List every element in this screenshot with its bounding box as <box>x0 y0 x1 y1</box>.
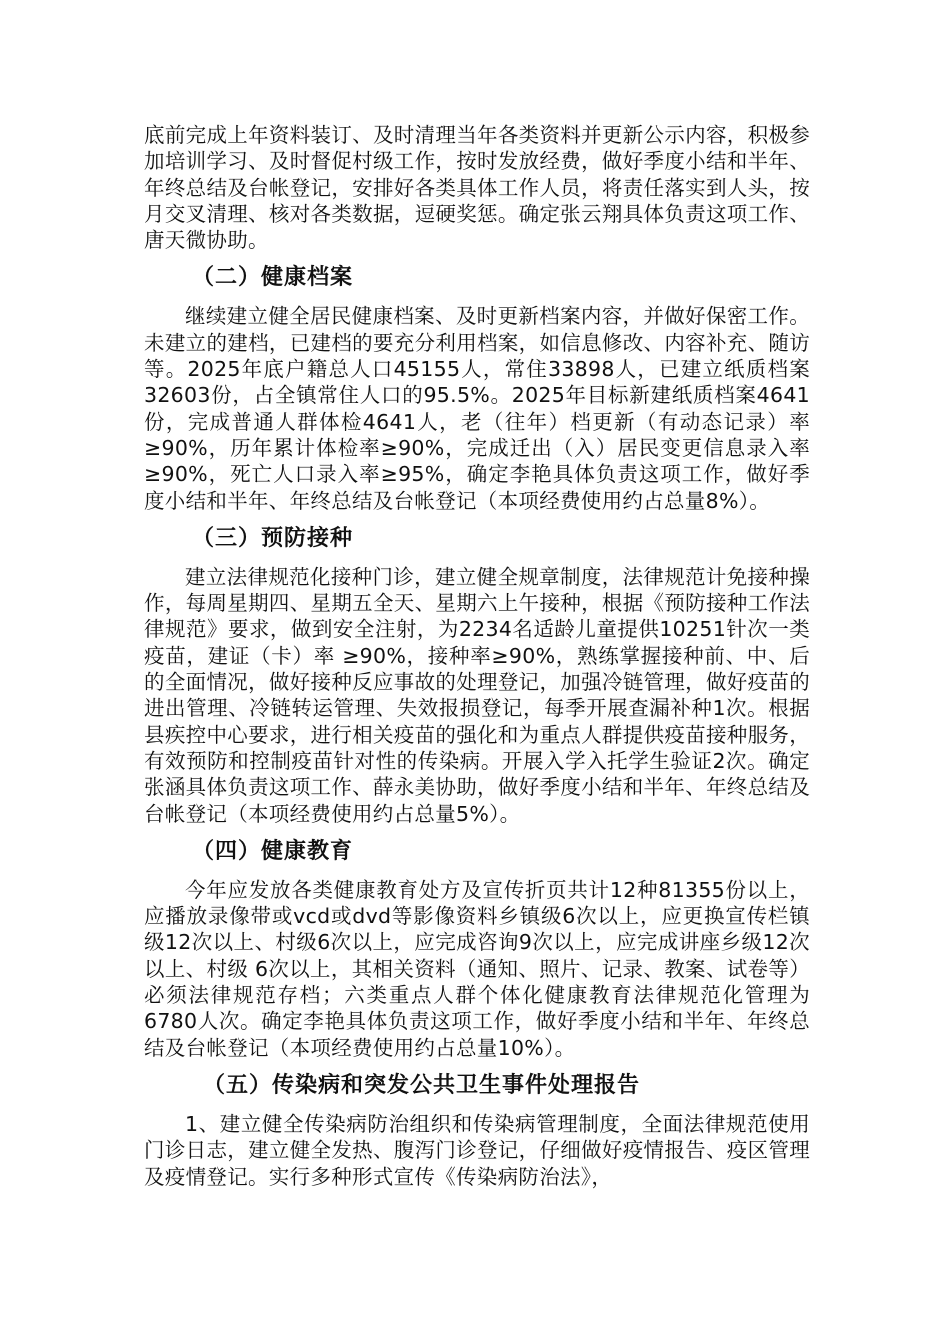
document-page <box>144 122 810 1190</box>
paragraph-health-records: 继续建立健全居民健康档案、及时更新档案内容，并做好保密工作。未建立的建档，已建档的要充分利用档案，如信息修改、内容补充、随访等。2025年底户籍总人口45155人，常住33898人，已建立纸质档案32603份，占全镇常住人口的95.5%。2025年目标新建纸质档案4641份，完成普通人群体检4641人，老（往年）档更新（有动态记录）率≥90%，历年累计体检率≥90%，完成迁出（入）居民变更信息录入率≥90%，死亡人口录入率≥95%，确定李艳具体负责这项工作，做好季度小结和半年、年终总结及台帐登记（本项经费使用约占总量8%）。 <box>144 304 810 513</box>
paragraph-continuation: 底前完成上年资料装订、及时清理当年各类资料并更新公示内容，积极参加培训学习、及时督促村级工作，按时发放经费，做好季度小结和半年、年终总结及台帐登记，安排好各类具体工作人员，将责任落实到人头，按月交叉清理、核对各类数据，逗硬奖惩。确定张云翔具体负责这项工作、唐天微协助。 <box>144 123 810 253</box>
section-heading-vaccination: （三）预防接种 <box>192 525 354 551</box>
section-heading-health-education: （四）健康教育 <box>192 838 354 864</box>
paragraph-health-education: 今年应发放各类健康教育处方及宣传折页共计12种81355份以上，应播放录像带或vcd或dvd等影像资料乡镇级6次以上，应更换宣传栏镇级12次以上、村级6次以上，应完成咨询9次以上，应完成讲座乡级12次以上、村级 6次以上，其相关资料（通知、照片、记录、教案、试卷等）必须法律规范存档；六类重点人群个体化健康教育法律规范化管理为6780人次。确定李艳具体负责这项工作，做好季度小结和半年、年终总结及台帐登记（本项经费使用约占总量10%）。 <box>144 877 810 1060</box>
paragraph-vaccination: 建立法律规范化接种门诊，建立健全规章制度，法律规范计免接种操作，每周星期四、星期五全天、星期六上午接种，根据《预防接种工作法律规范》要求，做到安全注射，为2234名适龄儿童提供10251针次一类疫苗，建证（卡）率 ≥90%，接种率≥90%，熟练掌握接种前、中、后的全面情况，做好接种反应事故的处理登记，加强冷链管理，做好疫苗的进出管理、冷链转运管理、失效报损登记，每季开展查漏补种1次。根据县疾控中心要求，进行相关疫苗的强化和为重点人群提供疫苗接种服务，有效预防和控制疫苗针对性的传染病。开展入学入托学生验证2次。确定张涵具体负责这项工作、薛永美协助，做好季度小结和半年、年终总结及台帐登记（本项经费使用约占总量5%）。 <box>144 564 810 826</box>
section-heading-health-records: （二）健康档案 <box>192 265 354 291</box>
section-heading-infectious-disease: （五）传染病和突发公共卫生事件处理报告 <box>203 1072 641 1098</box>
paragraph-infectious-disease: 1、建立健全传染病防治组织和传染病管理制度，全面法律规范使用门诊日志，建立健全发热、腹泻门诊登记，仔细做好疫情报告、疫区管理及疫情登记。实行多种形式宣传《传染病防治法》， <box>144 1111 810 1189</box>
